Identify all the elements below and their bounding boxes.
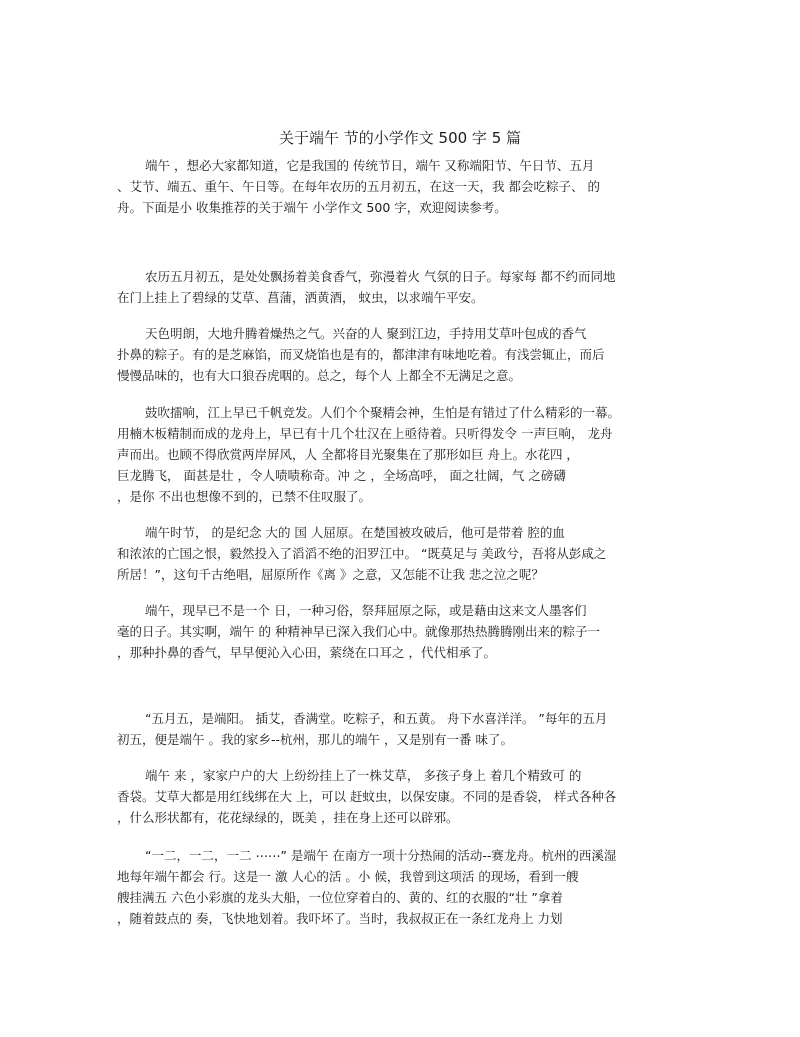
paragraph-line: 艘挂满五 六色小彩旗的龙头大船，一位位穿着白的、黄的、红的衣服的“壮 ”拿着 bbox=[117, 890, 563, 905]
paragraph-line: ，是你 不出也想像不到的，已禁不住叹服了。 bbox=[117, 489, 371, 504]
paragraph-line: 端午时节， 的是纪念 大的 国 人屈原。在楚国被攻破后，他可是带着 腔的血 bbox=[145, 525, 565, 540]
paragraph-line: 扑鼻的粽子。有的是芝麻馅，而叉烧馅也是有的，都津津有味地吃着。有浅尝辄止，而后 bbox=[117, 347, 605, 362]
paragraph-line: 天色明朗，大地升腾着燥热之气。兴奋的人 聚到江边，手持用艾草叶包成的香气 bbox=[145, 326, 587, 341]
paragraph-line: 声而出。也顾不得欣赏两岸屏风，人 全都将目光聚集在了那形如巨 舟上。水花四 ， bbox=[117, 447, 579, 462]
paragraph-line: 巨龙腾飞， 面甚是壮 ，令人啧啧称奇。冲 之 ，全场高呼， 面之壮阔，气 之磅礴 bbox=[117, 468, 566, 483]
paragraph-2 bbox=[117, 266, 692, 308]
paragraph-line: 农历五月初五，是处处飘扬着美食香气，弥漫着火 气氛的日子。每家每 都不约而同地 bbox=[145, 269, 616, 284]
paragraph-line: 香袋。艾草大都是用红线绑在大 上，可以 赶蚊虫，以保安康。不同的是香袋， 样式各种各 bbox=[117, 789, 617, 804]
paragraph-8 bbox=[117, 765, 692, 828]
paragraph-line: ，那种扑鼻的香气，早早便沁入心田，萦绕在口耳之 ，代代相承了。 bbox=[117, 645, 496, 660]
paragraph-intro bbox=[117, 155, 692, 218]
paragraph-line: 、艾节、端五、重午、午日等。在每年农历的五月初五，在这一天，我 都会吃粽子、 的 bbox=[117, 179, 600, 194]
paragraph-7 bbox=[117, 708, 692, 750]
paragraph-line: 初五，便是端午 。我的家乡--杭州，那儿的端午 ，又是别有一番 味了。 bbox=[117, 732, 513, 747]
paragraph-line: 毫的日子。其实啊，端午 的 种精神早已深入我们心中。就像那热热腾腾刚出来的粽子一 bbox=[117, 624, 600, 639]
paragraph-6 bbox=[117, 600, 692, 663]
paragraph-line: 鼓吹擂响，江上早已千帆竞发。人们个个聚精会神，生怕是有错过了什么精彩的一幕。 bbox=[145, 405, 621, 420]
paragraph-line: “一二，一二，一二 ⋯⋯” 是端午 在南方一项十分热闹的活动--赛龙舟。杭州的西溪湿 bbox=[145, 848, 617, 863]
document-title: 关于端午 节的小学作文 500 字 5 篇 bbox=[278, 129, 521, 147]
paragraph-line: 慢慢品味的，也有大口狼吞虎咽的。总之，每个人 上都全不无满足之意。 bbox=[117, 368, 521, 383]
paragraph-line: 在门上挂上了碧绿的艾草、菖蒲，洒黄酒， 蚊虫，以求端午平安。 bbox=[117, 290, 484, 305]
paragraph-line: ，什么形状都有，花花绿绿的，既美 ，挂在身上还可以辟邪。 bbox=[117, 810, 459, 825]
paragraph-4 bbox=[117, 402, 692, 507]
paragraph-line: 端午，现早已不是一个 日，一种习俗，祭拜屈原之际，或是藉由这来文人墨客们 bbox=[145, 603, 587, 618]
paragraph-line: ，随着鼓点的 奏，飞快地划着。我吓坏了。当时，我叔叔正在一条红龙舟上 力划 bbox=[117, 911, 563, 926]
paragraph-line: 所居！”，这句千古绝唱，屈原所作《离 》之意，又怎能不让我 悲之泣之呢？ bbox=[117, 567, 544, 582]
paragraph-line: 和浓浓的亡国之恨，毅然投入了滔滔不绝的汨罗江中。 “既莫足与 美政兮，吾将从彭咸之 bbox=[117, 546, 607, 561]
paragraph-5 bbox=[117, 522, 692, 585]
paragraph-line: “五月五，是端阳。 插艾，香满堂。吃粽子，和五黄。 舟下水喜洋洋。 ”每年的五月 bbox=[145, 711, 608, 726]
paragraph-line: 舟。下面是小 收集推荐的关于端午 小学作文 500 字，欢迎阅读参考。 bbox=[117, 200, 507, 215]
paragraph-line: 用楠木板精制而成的龙舟上，早已有十几个壮汉在上亟待着。只听得发令 一声巨响， 龙舟 bbox=[117, 426, 613, 441]
paragraph-line: 端午 ，想必大家都知道，它是我国的 传统节日，端午 又称端阳节、午日节、五月 bbox=[145, 158, 595, 173]
paragraph-line: 地每年端午都会 行。这是一 激 人心的活 。小 候，我曾到这项活 的现场，看到一艘 bbox=[117, 869, 579, 884]
paragraph-3 bbox=[117, 323, 692, 386]
paragraph-9 bbox=[117, 845, 692, 929]
paragraph-line: 端午 来 ，家家户户的大 上纷纷挂上了一株艾草， 多孩子身上 着几个精致可 的 bbox=[145, 768, 582, 783]
